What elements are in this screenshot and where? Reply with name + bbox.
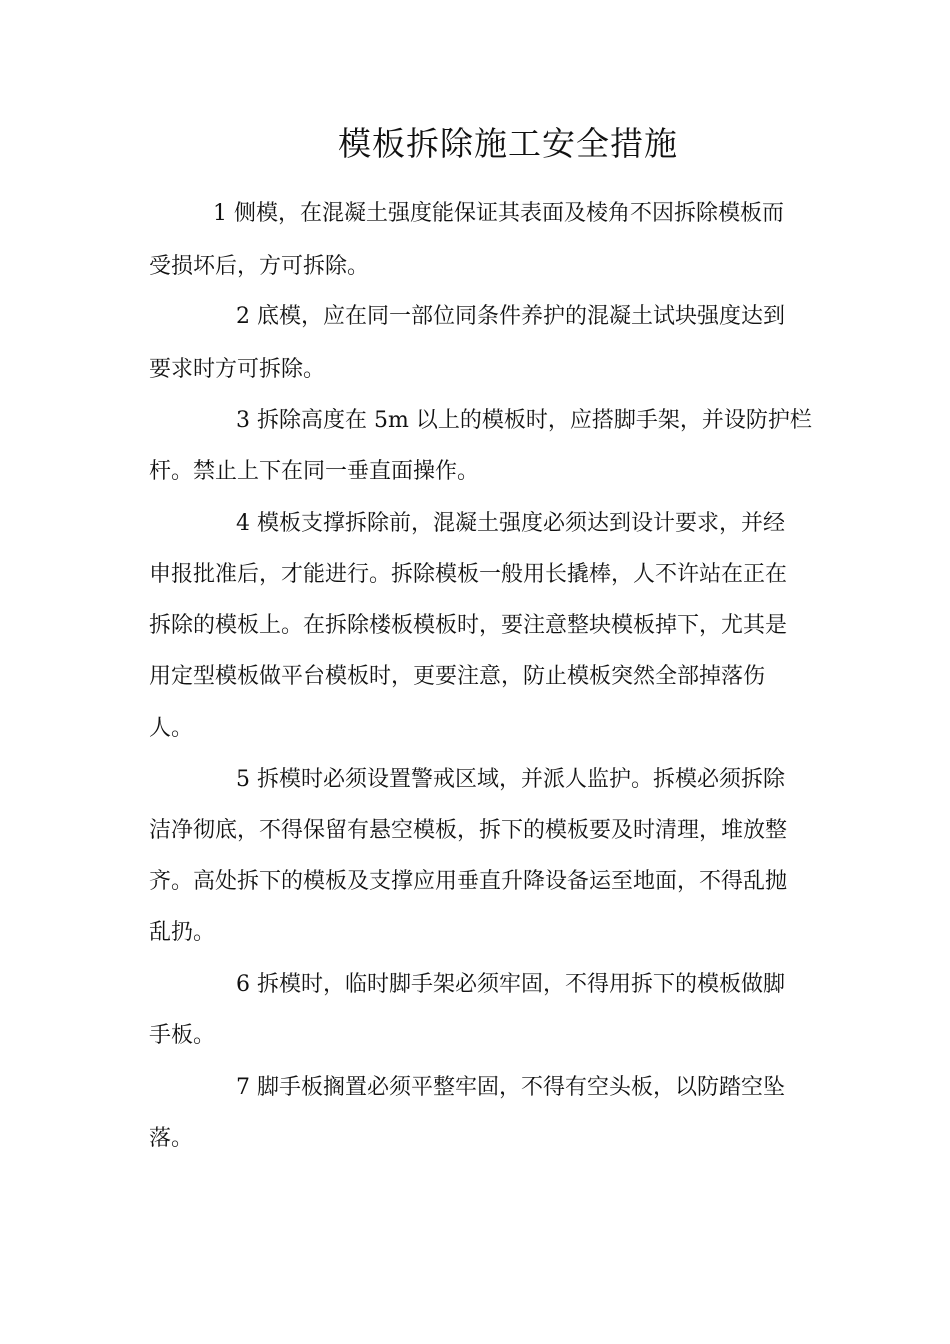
paragraph-7-line-1: 7 脚手板搁置必须平整牢固，不得有空头板，以防踏空坠 [236,1075,785,1100]
paragraph-6-line-2: 手板。 [149,1023,216,1048]
paragraph-6-line-1: 6 拆模时，临时脚手架必须牢固，不得用拆下的模板做脚 [236,972,785,997]
paragraph-4-line-1: 4 模板支撑拆除前，混凝土强度必须达到设计要求，并经 [236,511,785,536]
paragraph-7-line-2: 落。 [149,1126,194,1151]
paragraph-5-line-1: 5 拆模时必须设置警戒区域，并派人监护。拆模必须拆除 [236,767,785,792]
paragraph-4-line-5: 人。 [149,716,194,741]
paragraph-3-line-2: 杆。禁止上下在同一垂直面操作。 [149,459,480,484]
document-title: 模板拆除施工安全措施 [338,124,678,163]
paragraph-3-line-1: 3 拆除高度在 5m 以上的模板时，应搭脚手架，并设防护栏 [236,408,812,433]
paragraph-2-line-1: 2 底模，应在同一部位同条件养护的混凝土试块强度达到 [236,304,785,329]
paragraph-1-line-1: 1 侧模，在混凝土强度能保证其表面及棱角不因拆除模板而 [213,201,784,226]
paragraph-2-line-2: 要求时方可拆除。 [149,357,326,382]
paragraph-4-line-4: 用定型模板做平台模板时，更要注意，防止模板突然全部掉落伤 [149,664,766,689]
paragraph-5-line-3: 齐。高处拆下的模板及支撑应用垂直升降设备运至地面，不得乱抛 [149,869,788,894]
paragraph-1-line-2: 受损坏后，方可拆除。 [149,254,370,279]
paragraph-4-line-3: 拆除的模板上。在拆除楼板模板时，要注意整块模板掉下，尤其是 [149,613,788,638]
paragraph-5-line-4: 乱扔。 [149,920,216,945]
paragraph-5-line-2: 洁净彻底，不得保留有悬空模板，拆下的模板要及时清理，堆放整 [149,818,788,843]
paragraph-4-line-2: 申报批准后，才能进行。拆除模板一般用长撬棒，人不许站在正在 [149,562,788,587]
